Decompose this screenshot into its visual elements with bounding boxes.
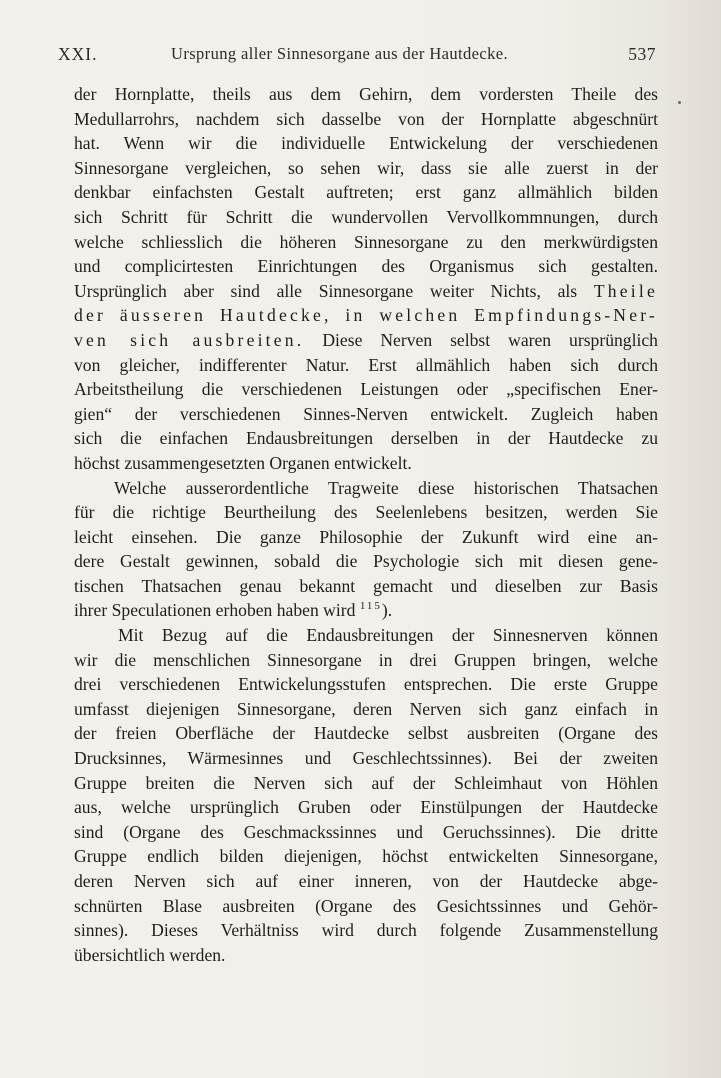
text-line: übersichtlich werden. (74, 944, 226, 965)
text-line (74, 328, 658, 353)
text-line: wir die menschlichen Sinnesorgane in drei Gruppen bringen, welche (74, 649, 658, 670)
text-line: Gruppe breiten die Nerven sich auf der Schleimhaut von Höhlen (74, 772, 658, 793)
text-line: dere Gestalt gewinnen, sobald die Psychologie sich mit diesen gene- (74, 551, 658, 572)
text-line: von gleicher, indifferenter Natur. Erst allmählich haben sich durch (74, 354, 658, 375)
text-line (74, 598, 658, 623)
text-line: Mit Bezug auf die Endausbreitungen der Sinnesnerven können (118, 625, 658, 646)
text-line: sich Schritt für Schritt die wundervollen Vervollkommnungen, durch (74, 206, 658, 227)
text-line: Drucksinnes, Wärmesinnes und Geschlechtssinnes). Bei der zweiten (74, 748, 658, 769)
text-line: und complicirtesten Einrichtungen des Organismus sich gestalten. (74, 256, 658, 277)
footnote-reference[interactable]: 115 (359, 600, 382, 613)
text-line: Arbeitstheilung die verschiedenen Leistungen oder „specifischen Ener- (74, 379, 658, 400)
text-line: schnürten Blase ausbreiten (Organe des Gesichtssinnes und Gehör- (74, 895, 658, 916)
text-line (74, 279, 658, 304)
chapter-number: XXI. (58, 44, 98, 64)
emphasized-segment: ven sich ausbreiten. (74, 329, 305, 350)
text-segment: Ursprünglich aber sind alle Sinnesorgane weiter Nichts, als (74, 280, 578, 301)
text-line: hat. Wenn wir die individuelle Entwickelung der verschiedenen (74, 133, 658, 154)
text-line: für die richtige Beurtheilung des Seelenlebens besitzen, werden Sie (74, 502, 658, 523)
text-segment: Diese Nerven selbst waren ursprünglich (322, 329, 658, 350)
text-line: Sinnesorgane vergleichen, so sehen wir, dass sie alle zuerst in der (74, 157, 658, 178)
text-line: leicht einsehen. Die ganze Philosophie der Zukunft wird eine an- (74, 526, 658, 547)
running-head (58, 42, 656, 66)
text-line: der freien Oberfläche der Hautdecke selbst ausbreiten (Organe des (74, 723, 658, 744)
text-line: denkbar einfachsten Gestalt auftreten; erst ganz allmählich bilden (74, 182, 658, 203)
text-line: umfasst diejenigen Sinnesorgane, deren Nerven sich ganz einfach in (74, 698, 658, 719)
text-line: Medullarrohrs, nachdem sich dasselbe von der Hornplatte abgeschnürt (74, 108, 658, 129)
text-line: aus, welche ursprünglich Gruben oder Einstülpungen der Hautdecke (74, 797, 658, 818)
page-number: 537 (628, 44, 656, 64)
text-line: der Hornplatte, theils aus dem Gehirn, dem vordersten Theile des (74, 84, 658, 104)
text-line: deren Nerven sich auf einer inneren, von der Hautdecke abge- (74, 871, 658, 891)
emphasized-segment: der äusseren Hautdecke, in welchen (74, 305, 461, 326)
text-line: höchst zusammengesetzten Organen entwickelt. (74, 452, 412, 473)
paragraph-2 (74, 476, 658, 624)
text-line: Welche ausserordentliche Tragweite diese historischen Thatsachen (114, 477, 658, 498)
text-line: sich die einfachen Endausbreitungen derselben in der Hautdecke zu (74, 428, 658, 449)
emphasized-word: Empfindungs-Ner- (474, 305, 658, 326)
text-line: welche schliesslich die höheren Sinnesorgane zu den merkwürdigsten (74, 231, 658, 252)
text-line: drei verschiedenen Entwickelungsstufen entsprechen. Die erste Gruppe (74, 674, 658, 695)
text-line: gien“ der verschiedenen Sinnes-Nerven entwickelt. Zugleich haben (74, 403, 658, 424)
text-line: sinnes). Dieses Verhältniss wird durch folgende Zusammenstellung (74, 920, 658, 941)
text-segment: ). (381, 600, 393, 621)
text-line: tischen Thatsachen genau bekannt gemacht und dieselben zur Basis (74, 575, 658, 596)
body-text (74, 82, 658, 967)
emphasized-word: Theile (593, 280, 658, 301)
paragraph-3 (74, 623, 658, 967)
text-line (74, 303, 658, 328)
text-line: Gruppe endlich bilden diejenigen, höchst entwickelten Sinnesorgane, (74, 846, 658, 867)
paragraph-1 (74, 82, 658, 476)
running-title: Ursprung aller Sinnesorgane aus der Hautdecke. (171, 44, 508, 63)
text-segment: ihrer Speculationen erhoben haben wird (74, 600, 356, 621)
text-line: sind (Organe des Geschmackssinnes und Geruchssinnes). Die dritte (74, 821, 658, 842)
print-speck (678, 101, 681, 104)
